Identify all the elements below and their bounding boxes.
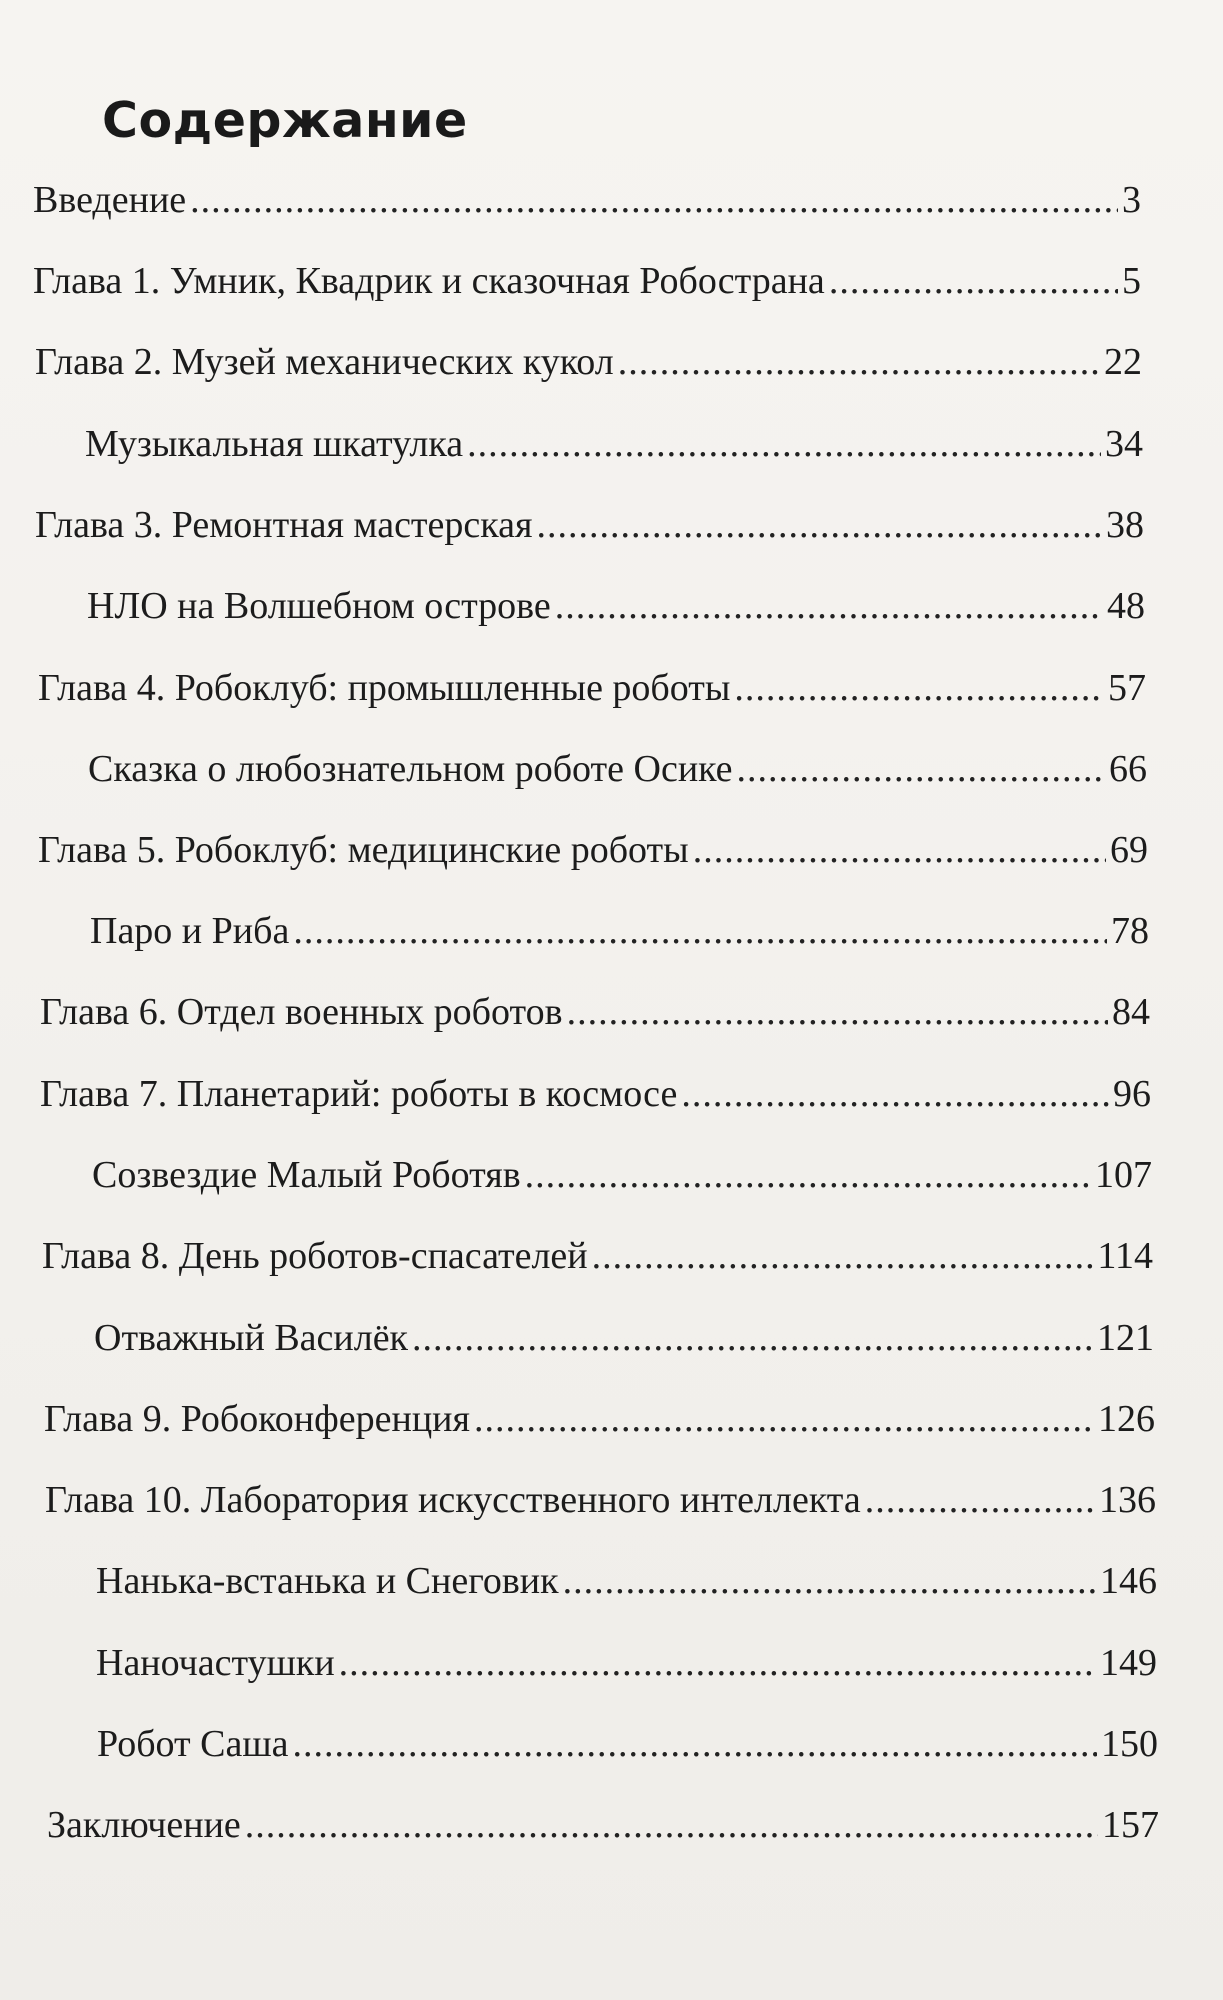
toc-entry bbox=[38, 826, 1148, 874]
toc-entry-page: 114 bbox=[1097, 1235, 1153, 1277]
toc-subentry bbox=[88, 745, 1147, 793]
toc-leader-dots bbox=[412, 1314, 1093, 1362]
toc-entry-page: 150 bbox=[1101, 1723, 1158, 1765]
toc-entry-title: НЛО на Волшебном острове bbox=[87, 585, 551, 627]
toc-entry-page: 96 bbox=[1113, 1073, 1151, 1115]
toc-entry bbox=[42, 1232, 1153, 1280]
toc-subentry bbox=[96, 1639, 1157, 1687]
toc-entry-title: Глава 2. Музей механических кукол bbox=[35, 341, 614, 383]
toc-entry-page: 3 bbox=[1122, 179, 1141, 221]
toc-entry bbox=[38, 664, 1146, 712]
toc-subentry bbox=[90, 907, 1149, 955]
toc-leader-dots bbox=[537, 501, 1102, 549]
toc-entry-page: 69 bbox=[1110, 829, 1148, 871]
toc-leader-dots bbox=[592, 1232, 1094, 1280]
toc-entry-page: 22 bbox=[1104, 341, 1142, 383]
toc-leader-dots bbox=[865, 1476, 1095, 1524]
toc-entry-page: 38 bbox=[1106, 504, 1144, 546]
toc-subentry bbox=[87, 582, 1145, 630]
toc-leader-dots bbox=[563, 1557, 1096, 1605]
toc-entry-page: 157 bbox=[1102, 1804, 1159, 1846]
toc-subentry bbox=[94, 1314, 1154, 1362]
toc-subentry bbox=[92, 1151, 1152, 1199]
toc-entry bbox=[33, 257, 1141, 305]
toc-entry bbox=[40, 1070, 1151, 1118]
toc-leader-dots bbox=[555, 582, 1103, 630]
toc-entry-page: 107 bbox=[1095, 1154, 1152, 1196]
toc-entry bbox=[40, 988, 1150, 1036]
toc-leader-dots bbox=[693, 826, 1106, 874]
toc-entry-page: 66 bbox=[1109, 748, 1147, 790]
toc-leader-dots bbox=[467, 420, 1101, 468]
toc-entry-title: Заключение bbox=[47, 1804, 241, 1846]
toc-leader-dots bbox=[474, 1395, 1094, 1443]
toc-entry-title: Глава 4. Робоклуб: промышленные роботы bbox=[38, 667, 731, 709]
toc-entry-title: Глава 5. Робоклуб: медицинские роботы bbox=[38, 829, 689, 871]
toc-leader-dots bbox=[737, 745, 1105, 793]
toc-entry-title: Глава 1. Умник, Квадрик и сказочная Робострана bbox=[33, 260, 825, 302]
toc-entry-title: Глава 9. Робоконференция bbox=[44, 1398, 470, 1440]
toc-entry bbox=[44, 1395, 1155, 1443]
toc-subentry bbox=[85, 420, 1143, 468]
toc-entry-title: Глава 7. Планетарий: роботы в космосе bbox=[40, 1073, 678, 1115]
toc-entry bbox=[35, 501, 1144, 549]
toc-entry-title: Наночастушки bbox=[96, 1642, 335, 1684]
toc-entry-title: Музыкальная шкатулка bbox=[85, 423, 464, 465]
toc-entry-page: 149 bbox=[1100, 1642, 1157, 1684]
toc-entry bbox=[45, 1476, 1156, 1524]
toc-entry-page: 48 bbox=[1107, 585, 1145, 627]
toc-leader-dots bbox=[292, 1720, 1097, 1768]
toc-entry-title: Нанька-встанька и Снеговик bbox=[96, 1560, 559, 1602]
toc-leader-dots bbox=[525, 1151, 1091, 1199]
toc-entry-page: 121 bbox=[1097, 1317, 1154, 1359]
toc-entry-title: Созвездие Малый Роботяв bbox=[92, 1154, 521, 1196]
toc-entry-page: 84 bbox=[1112, 991, 1150, 1033]
toc-subentry bbox=[96, 1557, 1157, 1605]
toc-entry-page: 57 bbox=[1108, 667, 1146, 709]
toc-entry-title: Глава 6. Отдел военных роботов bbox=[40, 991, 563, 1033]
toc-leader-dots bbox=[618, 338, 1100, 386]
toc-entry bbox=[33, 176, 1141, 224]
toc-leader-dots bbox=[339, 1639, 1096, 1687]
toc-entry-page: 146 bbox=[1100, 1560, 1157, 1602]
toc-leader-dots bbox=[293, 907, 1107, 955]
toc-entry bbox=[35, 338, 1142, 386]
toc-leader-dots bbox=[567, 988, 1108, 1036]
toc-entry bbox=[47, 1801, 1159, 1849]
toc-leader-dots bbox=[734, 664, 1104, 712]
toc-subentry bbox=[97, 1720, 1158, 1768]
toc-leader-dots bbox=[681, 1070, 1109, 1118]
toc-entry-title: Сказка о любознательном роботе Осике bbox=[88, 748, 733, 790]
toc-leader-dots bbox=[190, 176, 1118, 224]
toc-entry-title: Отважный Василёк bbox=[94, 1317, 409, 1359]
page-title: Содержание bbox=[102, 92, 468, 149]
toc-leader-dots bbox=[829, 257, 1118, 305]
toc-entry-title: Глава 10. Лаборатория искусственного интеллекта bbox=[45, 1479, 861, 1521]
toc-entry-page: 126 bbox=[1098, 1398, 1155, 1440]
toc-entry-title: Глава 8. День роботов-спасателей bbox=[42, 1235, 588, 1277]
toc-entry-page: 136 bbox=[1099, 1479, 1156, 1521]
toc-entry-title: Паро и Риба bbox=[90, 910, 290, 952]
toc-entry-page: 5 bbox=[1122, 260, 1141, 302]
toc-entry-title: Введение bbox=[33, 179, 187, 221]
toc-entry-title: Робот Саша bbox=[97, 1723, 289, 1765]
toc-entry-page: 78 bbox=[1111, 910, 1149, 952]
toc-entry-title: Глава 3. Ремонтная мастерская bbox=[35, 504, 533, 546]
toc-leader-dots bbox=[245, 1801, 1098, 1849]
toc-entry-page: 34 bbox=[1105, 423, 1143, 465]
